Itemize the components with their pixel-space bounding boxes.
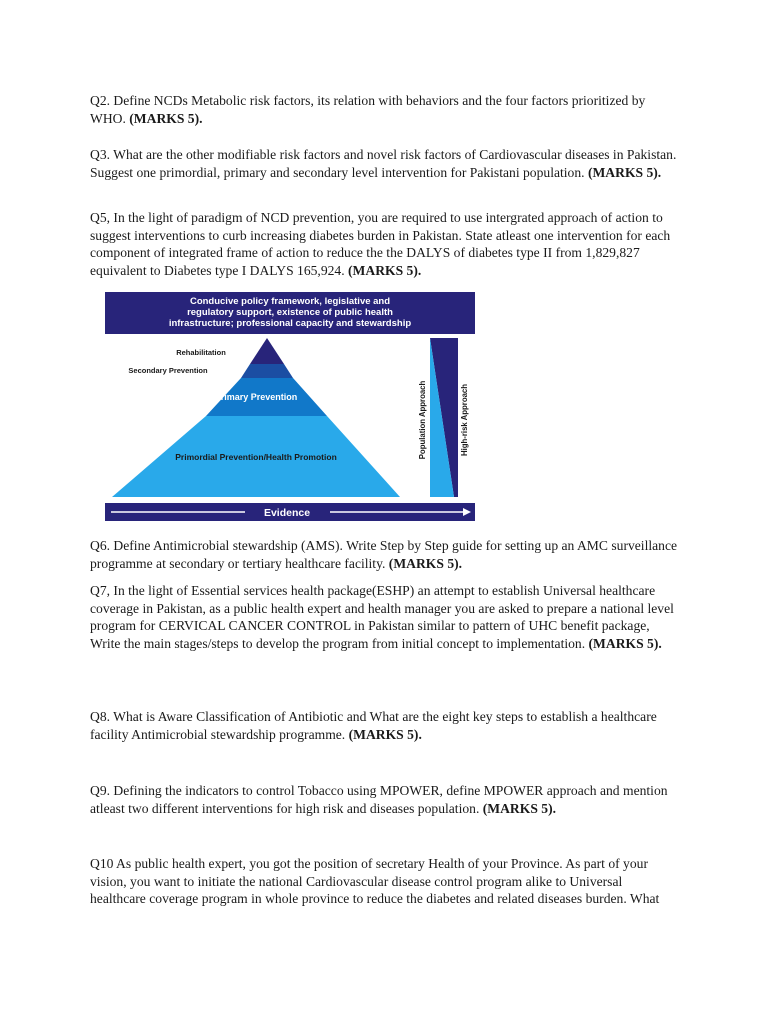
label-secondary: Secondary Prevention	[128, 366, 208, 375]
tier-secondary	[241, 364, 293, 378]
marks-label: (MARKS 5).	[348, 262, 422, 278]
question-q3	[90, 146, 678, 181]
marks-label: (MARKS 5).	[388, 555, 463, 571]
label-primary: Primary Prevention	[214, 392, 298, 402]
label-evidence: Evidence	[263, 507, 311, 519]
ncd-prevention-figure	[105, 292, 477, 522]
marks-label: (MARKS 5).	[587, 164, 662, 180]
question-text: Q8. What is Aware Classification of Antibiotic and What are the eight key steps to establish a healthcare facility Antimicrobial stewardship programme.	[90, 709, 657, 742]
label-population-approach: Population Approach	[418, 380, 427, 460]
banner-line-3: infrastructure; professional capacity and stewardship	[168, 318, 412, 329]
banner-line-2: regulatory support, existence of public health	[187, 307, 393, 318]
question-text: Q6. Define Antimicrobial stewardship (AMS). Write Step by Step guide for setting up an AMC surveillance programme at secondary or tertiary healthcare facility.	[90, 538, 678, 571]
label-rehabilitation: Rehabilitation	[176, 348, 226, 357]
marks-label: (MARKS 5).	[129, 110, 203, 126]
tier-rehabilitation	[250, 338, 284, 364]
question-q6	[90, 537, 678, 572]
question-text: Q2. Define NCDs Metabolic risk factors, its relation with behaviors and the four factors prioritized by WHO.	[90, 93, 646, 126]
prevention-pyramid-diagram	[105, 292, 477, 522]
question-text: Q9. Defining the indicators to control Tobacco using MPOWER, define MPOWER approach and mention atleast two different interventions for high risk and diseases population.	[90, 783, 668, 816]
marks-label: (MARKS 5).	[348, 726, 422, 742]
question-q10	[90, 855, 678, 908]
marks-label: (MARKS 5).	[588, 635, 662, 651]
question-text: Q5, In the light of paradigm of NCD prevention, you are required to use intergrated approach of action to suggest interventions to curb increasing diabetes burden in Pakistan. State atleast one intervention for each component of integrated frame of action to reduce the the DALYS of diabetes type II from 1,829,827 equivalent to Diabetes type I DALYS 165,924.	[90, 210, 671, 278]
question-text: Q3. What are the other modifiable risk factors and novel risk factors of Cardiovascular diseases in Pakistan. Suggest one primordial, primary and secondary level intervention for Pakistani population.	[90, 147, 677, 180]
question-q2	[90, 92, 678, 127]
question-q8	[90, 708, 678, 743]
question-q7	[90, 582, 678, 652]
question-text: Q7, In the light of Essential services health package(ESHP) an attempt to establish Universal healthcare coverage in Pakistan, as a public health expert and health manager you are asked to prepare a national level program for CERVICAL CANCER CONTROL in Pakistan similar to pattern of UHC benefit package, Write the main stages/steps to develop the program from initial concept to implementation.	[90, 583, 674, 651]
label-high-risk-approach: High-risk Approach	[460, 383, 469, 457]
question-text: Q10 As public health expert, you got the position of secretary Health of your Province. As part of your vision, you want to initiate the national Cardiovascular disease control program alike to Universal healthcare coverage program in whole province to reduce the diabetes and related diseases burden. What	[90, 856, 660, 906]
banner-line-1: Conducive policy framework, legislative and	[189, 296, 391, 307]
label-primordial: Primordial Prevention/Health Promotion	[175, 452, 337, 462]
marks-label: (MARKS 5).	[482, 800, 556, 816]
question-q9	[90, 782, 678, 817]
question-q5	[90, 209, 678, 279]
